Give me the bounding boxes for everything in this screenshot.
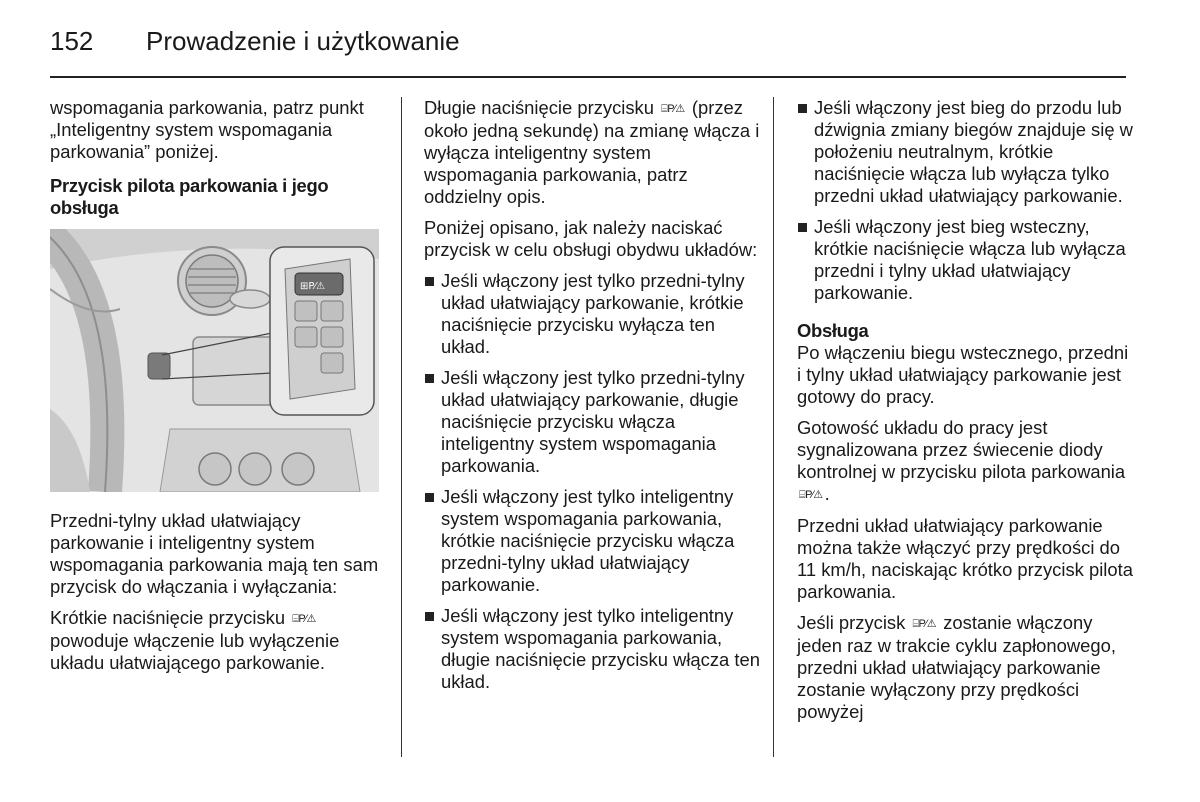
parking-assist-button-icon: ⌸P⁄⚠ [292, 613, 316, 625]
list-item: Jeśli włączony jest bieg do przodu lub dźwignia zmiany biegów znajduje się w położeniu neutralnym, krótkie naciśnięcie włącza lub wyłącza tylko przedni układ ułatwiający parkowanie. [797, 97, 1137, 207]
paragraph: Jeśli przycisk ⌸P⁄⚠ zostanie włączony jeden raz w trakcie cyklu zapłonowego, przedni układ ułatwiający parkowanie zostanie wyłączony przy prędkości powyżej [797, 612, 1116, 722]
dashboard-illustration [50, 229, 379, 492]
bullet-list [424, 270, 764, 693]
paragraph: Poniżej opisano, jak należy naciskać przycisk w celu obsługi obydwu układów: [424, 217, 758, 260]
parking-assist-button-icon: ⌸P⁄⚠ [912, 618, 937, 630]
paragraph: Krótkie naciśnięcie przycisku ⌸P⁄⚠ powoduje włączenie lub wyłączenie układu ułatwiającego parkowanie. [50, 607, 340, 673]
column-middle [424, 97, 764, 702]
list-item: Jeśli włączony jest tylko przedni-tylny układ ułatwiający parkowanie, krótkie naciśnięcie przycisku wyłącza ten układ. [424, 270, 764, 358]
svg-text:⊞P⁄⚠: ⊞P⁄⚠ [300, 281, 326, 292]
bullet-list [797, 97, 1137, 304]
column-right [797, 97, 1137, 732]
column-left [50, 97, 388, 683]
paragraph: Długie naciśnięcie przycisku ⌸P⁄⚠ (przez około jedną sekundę) na zmianę włącza i wyłącza inteligentny system wspomagania parkowania, patrz oddzielny opis. [424, 97, 760, 207]
section-heading: Obsługa [797, 320, 869, 341]
page-header [50, 24, 1126, 78]
list-item: Jeśli włączony jest tylko przedni-tylny układ ułatwiający parkowanie, długie naciśnięcie przycisku włącza inteligentny system wspomagania parkowania. [424, 367, 764, 477]
paragraph: Gotowość układu do pracy jest sygnalizowana przez świecenie diody kontrolnej w przycisku pilota parkowania ⌸P⁄⚠ . [797, 417, 1126, 504]
section-heading: Przycisk pilota parkowania i jego obsługa [50, 175, 329, 218]
column-divider [773, 97, 774, 757]
column-divider [401, 97, 402, 757]
paragraph: Przedni-tylny układ ułatwiający parkowanie i inteligentny system wspomagania parkowania mają ten sam przycisk do włączania i wyłączania: [50, 510, 379, 597]
paragraph: Po włączeniu biegu wstecznego, przedni i tylny układ ułatwiający parkowanie jest gotowy do pracy. [797, 342, 1129, 407]
parking-assist-button-icon: ⌸P⁄⚠ [799, 489, 823, 501]
paragraph: wspomagania parkowania, patrz punkt „Inteligentny system wspomagania parkowania” poniżej. [50, 97, 364, 162]
list-item: Jeśli włączony jest bieg wsteczny, krótkie naciśnięcie włącza lub wyłącza przedni i tylny układ ułatwiający parkowanie. [797, 216, 1137, 304]
list-item: Jeśli włączony jest tylko inteligentny system wspomagania parkowania, długie naciśnięcie przycisku włącza ten układ. [424, 605, 764, 693]
list-item: Jeśli włączony jest tylko inteligentny system wspomagania parkowania, krótkie naciśnięcie przycisku włącza przedni-tylny układ ułatwiający parkowanie. [424, 486, 764, 596]
parking-assist-button-icon: ⌸P⁄⚠ [661, 103, 685, 115]
page-title: Prowadzenie i użytkowanie [146, 26, 460, 56]
paragraph: Przedni układ ułatwiający parkowanie można także włączyć przy prędkości do 11 km/h, naciskając krótko przycisk pilota parkowania. [797, 515, 1133, 602]
page-number: 152 [50, 26, 94, 56]
